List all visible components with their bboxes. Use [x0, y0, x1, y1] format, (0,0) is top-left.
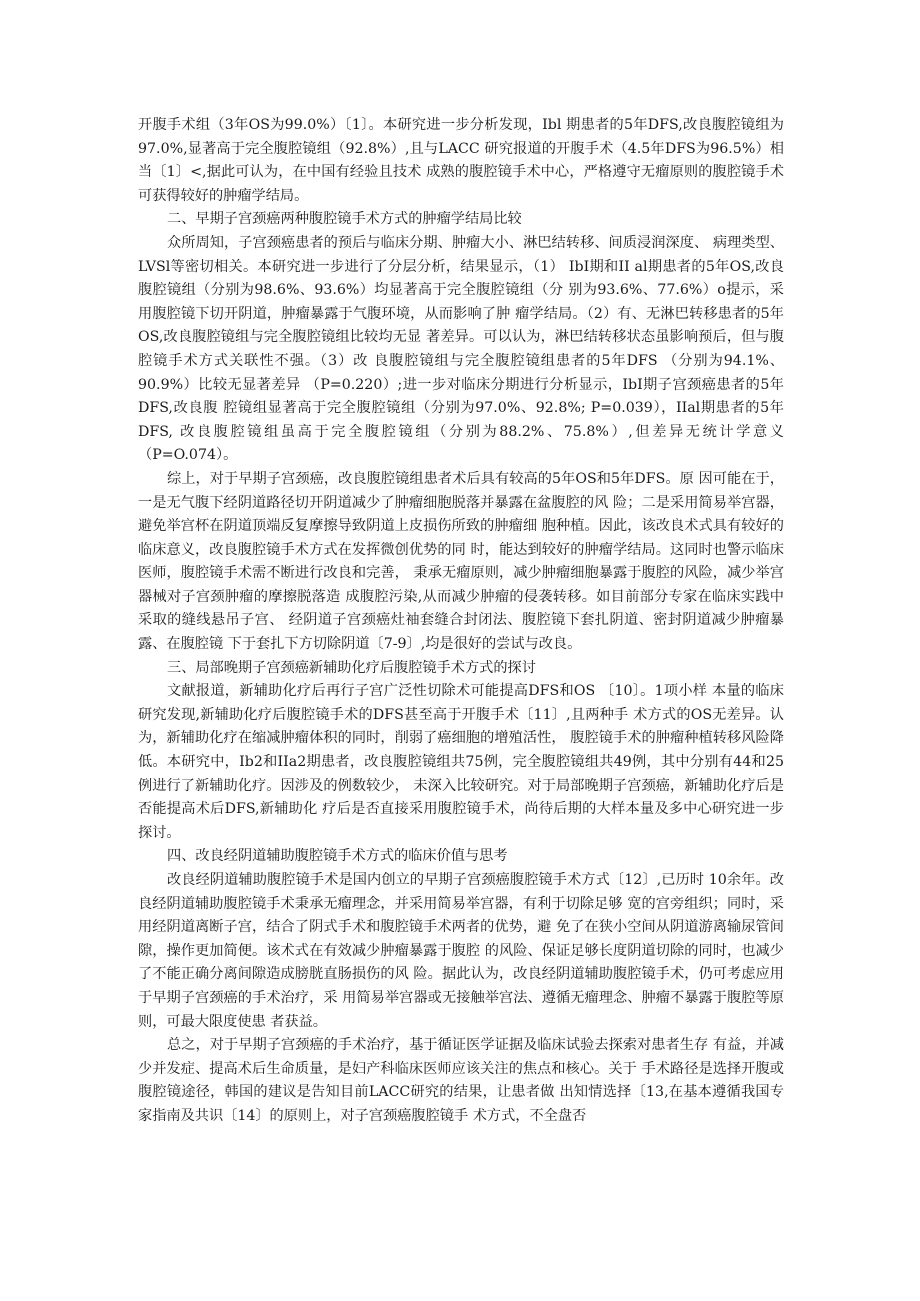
paragraph-conclusion: 总之，对于早期子宫颈癌的手术治疗，基于循证医学证据及临床试验去探索对患者生存 有益，并减少并发症、提高术后生命质量，是妇产科临床医师应该关注的焦点和核心。关于 手术路径是选择开腹或腹腔镜途径，韩国的建议是告知目前LACC研究的结果，让患者做 出知情选择〔13,在基本遵循我国专家指南及共识〔14〕的原则上，对子宫颈癌腹腔镜手 术方式，不全盘否 — [138, 1037, 784, 1124]
paragraph-stratified-analysis: 众所周知，子宫颈癌患者的预后与临床分期、肿瘤大小、淋巴结转移、间质浸润深度、 病理类型、LVSl等密切相关。本研究进一步进行了分层分析，结果显示，（1） IbI期和II al期患者的5年OS,改良腹腔镜组（分别为98.6%、93.6%）均显著高于完全腹腔镜组（分 别为93.6%、77.6%）o提示，采用腹腔镜下切开阴道，肿瘤暴露于气腹环境，从而影响了肿 瘤学结局。（2）有、无淋巴转移患者的5年OS,改良腹腔镜组与完全腹腔镜组比较均无显 著差异。可以认为，淋巴结转移状态虽影响预后，但与腹腔镜手术方式关联性不强。（3）改 良腹腔镜组与完全腹腔镜组患者的5年DFS （分别为94.1%、90.9%）比较无显著差异 （P=0.220）;进一步对临床分期进行分析显示，IbI期子宫颈癌患者的5年DFS,改良腹 腔镜组显著高于完全腹腔镜组（分别为97.0%、92.8%; P=0.039），IIal期患者的5年DFS, 改良腹腔镜组虽高于完全腹腔镜组（分别为88.2%、75.8%）,但差异无统计学意义（P=O.074）。 — [138, 234, 784, 464]
paragraph-summary: 综上，对于早期子宫颈癌，改良腹腔镜组患者术后具有较高的5年OS和5年DFS。原 因可能在于，一是无气腹下经阴道路径切开阴道减少了肿瘤细胞脱落并暴露在盆腹腔的风 险；二是采用简易举宫器，避免举宫杯在阴道顶端反复摩擦导致阴道上皮损伤所致的肿瘤细 胞种植。因此，该改良术式具有较好的临床意义，改良腹腔镜手术方式在发挥微创优势的同 时，能达到较好的肿瘤学结局。这同时也警示临床医师，腹腔镜手术需不断进行改良和完善， 秉承无瘤原则，减少肿瘤细胞暴露于腹腔的风险，减少举宫器械对子宫颈肿瘤的摩擦脱落造 成腹腔污染,从而减少肿瘤的侵袭转移。如目前部分专家在临床实践中采取的缝线悬吊子宫、 经阴道子宫颈癌灶袖套缝合封闭法、腹腔镜下套扎阴道、密封阴道减少肿瘤暴露、在腹腔镜 下于套扎下方切除阴道〔7-9〕,均是很好的尝试与改良。 — [138, 470, 784, 653]
paragraph-continuation: 开腹手术组（3年OS为99.0%）〔1〕。本研究进一步分析发现，Ibl 期患者的5年DFS,改良腹腔镜组为97.0%,显著高于完全腹腔镜组（92.8%）,且与LACC 研究报道的开腹手术（4.5年DFS为96.5%）相当〔1〕<,据此可认为，在中国有经验且技术 成熟的腹腔镜手术中心，严格遵守无瘤原则的腹腔镜手术可获得较好的肿瘤学结局。 — [138, 117, 784, 204]
section-heading-2: 二、早期子宫颈癌两种腹腔镜手术方式的肿瘤学结局比较 — [167, 211, 522, 228]
section-heading-3: 三、局部晚期子宫颈癌新辅助化疗后腹腔镜手术方式的探讨 — [167, 659, 536, 676]
section-heading-4: 四、改良经阴道辅助腹腔镜手术方式的临床价值与思考 — [167, 848, 508, 865]
paragraph-clinical-value: 改良经阴道辅助腹腔镜手术是国内创立的早期子宫颈癌腹腔镜手术方式〔12〕,已历时 10余年。改良经阴道辅助腹腔镜手术秉承无瘤理念，并采用简易举宫器，有利于切除足够 宽的宫旁组织；同时，采用经阴道离断子宫，结合了阴式手术和腹腔镜手术两者的优势，避 免了在狭小空间从阴道游离输尿管间隙，操作更加简便。该术式在有效减少肿瘤暴露于腹腔 的风险、保证足够长度阴道切除的同时，也减少了不能正确分离间隙造成膀胱直肠损伤的风 险。据此认为，改良经阴道辅助腹腔镜手术，仍可考虑应用于早期子宫颈癌的手术治疗，采 用简易举宫器或无接触举宫法、遵循无瘤理念、肿瘤不暴露于腹腔等原则，可最大限度使患 者获益。 — [138, 872, 784, 1030]
paragraph-neoadjuvant: 文献报道，新辅助化疗后再行子宫广泛性切除术可能提高DFS和OS 〔10〕。1项小样 本量的临床研究发现,新辅助化疗后腹腔镜手术的DFS甚至高于开腹手术〔11〕,且两种手 术方式的OS无差异。认为，新辅助化疗在缩减肿瘤体积的同时，削弱了癌细胞的增殖活性， 腹腔镜手术的肿瘤种植转移风险降低。本研究中，Ib2和IIa2期患者，改良腹腔镜组共75例，完全腹腔镜组共49例，其中分别有44和25例进行了新辅助化疗。因涉及的例数较少， 未深入比较研究。对于局部晚期子宫颈癌，新辅助化疗后是否能提高术后DFS,新辅助化 疗后是否直接采用腹腔镜手术，尚待后期的大样本量及多中心研究进一步探讨。 — [138, 683, 784, 841]
document-page — [138, 114, 784, 1129]
